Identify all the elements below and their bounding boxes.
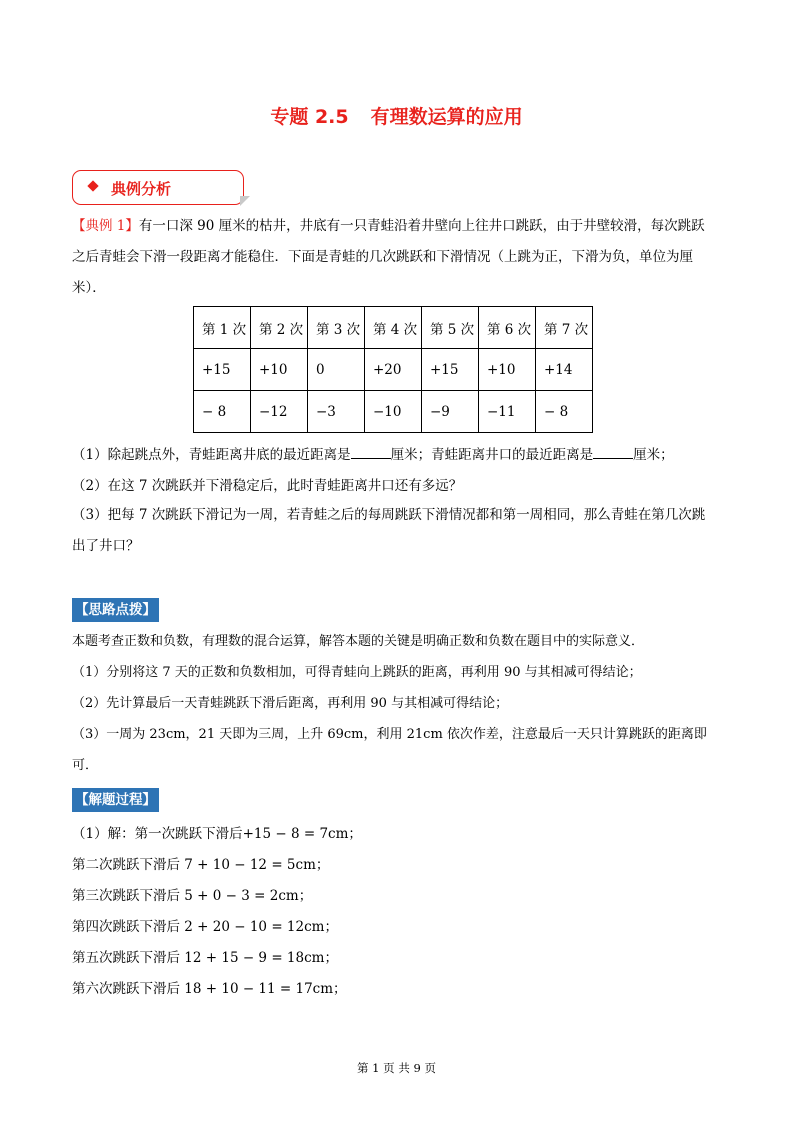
table-cell: 0 (308, 349, 365, 391)
table-cell: −9 (422, 391, 479, 433)
table-row-jumps (194, 349, 593, 391)
table-header-cell: 第 7 次 (536, 307, 593, 349)
solution-tag: 【解题过程】 (72, 788, 159, 812)
table-cell: − 8 (536, 391, 593, 433)
example-line-1: 【典例 1】有一口深 90 厘米的枯井，井底有一只青蛙沿着井壁向上往井口跳跃，由于井壁较滑，每次跳跃 (72, 218, 705, 234)
solution-line: 第二次跳跃下滑后 7 + 10 − 12 = 5cm； (72, 857, 330, 873)
table-header-cell: 第 2 次 (251, 307, 308, 349)
question-3: （3）把每 7 次跳跃下滑记为一周，若青蛙之后的每周跳跃下滑情况都和第一周相同，那么青蛙在第几次跳 出了井口？ (72, 507, 706, 554)
table-cell: − 8 (194, 391, 251, 433)
hints-paragraph: 本题考查正数和负数，有理数的混合运算，解答本题的关键是明确正数和负数在题目中的实际意义． （1）分别将这 7 天的正数和负数相加，可得青蛙向上跳跃的距离，再利用 90 与其相减可得结论； （2）先计算最后一天青蛙跳跃下滑后距离，再利用 90 与其相减可得结论； （3）一周为 23cm，21 天即为三周，上升 69cm，利用 21cm 依次作差，注意最后一天只计算跳跃的距离即 可． (72, 634, 707, 773)
section-header-box (72, 170, 244, 205)
solution-line: 第三次跳跃下滑后 5 + 0 − 3 = 2cm； (72, 888, 313, 904)
example-line-3: 米）． (72, 280, 106, 296)
solution-line: 第四次跳跃下滑后 2 + 20 − 10 = 12cm； (72, 919, 338, 935)
table-cell: +15 (422, 349, 479, 391)
table-header-cell: 第 1 次 (194, 307, 251, 349)
table-cell: −10 (365, 391, 422, 433)
table-header-cell: 第 6 次 (479, 307, 536, 349)
fold-corner-decoration (240, 196, 250, 206)
example-line-2: 之后青蛙会下滑一段距离才能稳住．下面是青蛙的几次跳跃和下滑情况（上跳为正，下滑为负，单位为厘 (72, 249, 693, 265)
table-row-slides (194, 391, 593, 433)
question-2: （2）在这 7 次跳跃并下滑稳定后，此时青蛙距离井口还有多远？ (72, 478, 463, 494)
table-cell: −3 (308, 391, 365, 433)
jump-table (193, 306, 593, 433)
solution-line: （1）解：第一次跳跃下滑后+15 − 8 = 7cm； (72, 826, 362, 842)
section-header-label: 典例分析 (111, 180, 172, 198)
table-cell: +10 (251, 349, 308, 391)
table-cell: +15 (194, 349, 251, 391)
solution-paragraph (72, 819, 722, 1005)
table-cell: +10 (479, 349, 536, 391)
solution-line: 第五次跳跃下滑后 12 + 15 − 9 = 18cm； (72, 950, 338, 966)
table-header-row (194, 307, 593, 349)
table-header-cell: 第 3 次 (308, 307, 365, 349)
table-cell: +14 (536, 349, 593, 391)
hints-tag-wrapper (72, 598, 159, 622)
table-header-cell: 第 4 次 (365, 307, 422, 349)
solution-line: 第六次跳跃下滑后 18 + 10 − 11 = 17cm； (72, 981, 347, 997)
answer-blank[interactable] (593, 446, 633, 459)
example-tag: 【典例 1】 (72, 218, 139, 234)
table-cell: +20 (365, 349, 422, 391)
example-paragraph (72, 211, 722, 304)
table-cell: −11 (479, 391, 536, 433)
hints-tag: 【思路点拨】 (72, 598, 159, 622)
answer-blank[interactable] (351, 446, 391, 459)
diamond-icon (87, 180, 98, 191)
title-number: 专题 2.5 (270, 106, 349, 128)
table-cell: −12 (251, 391, 308, 433)
title-text: 有理数运算的应用 (370, 106, 523, 128)
question-1: （1）除起跳点外，青蛙距离井底的最近距离是 厘米；青蛙距离井口的最近距离是 厘米； (72, 447, 674, 463)
solution-tag-wrapper (72, 788, 159, 812)
table-header-cell: 第 5 次 (422, 307, 479, 349)
page-title (0, 102, 793, 129)
page-footer: 第 1 页 共 9 页 (357, 1061, 436, 1075)
